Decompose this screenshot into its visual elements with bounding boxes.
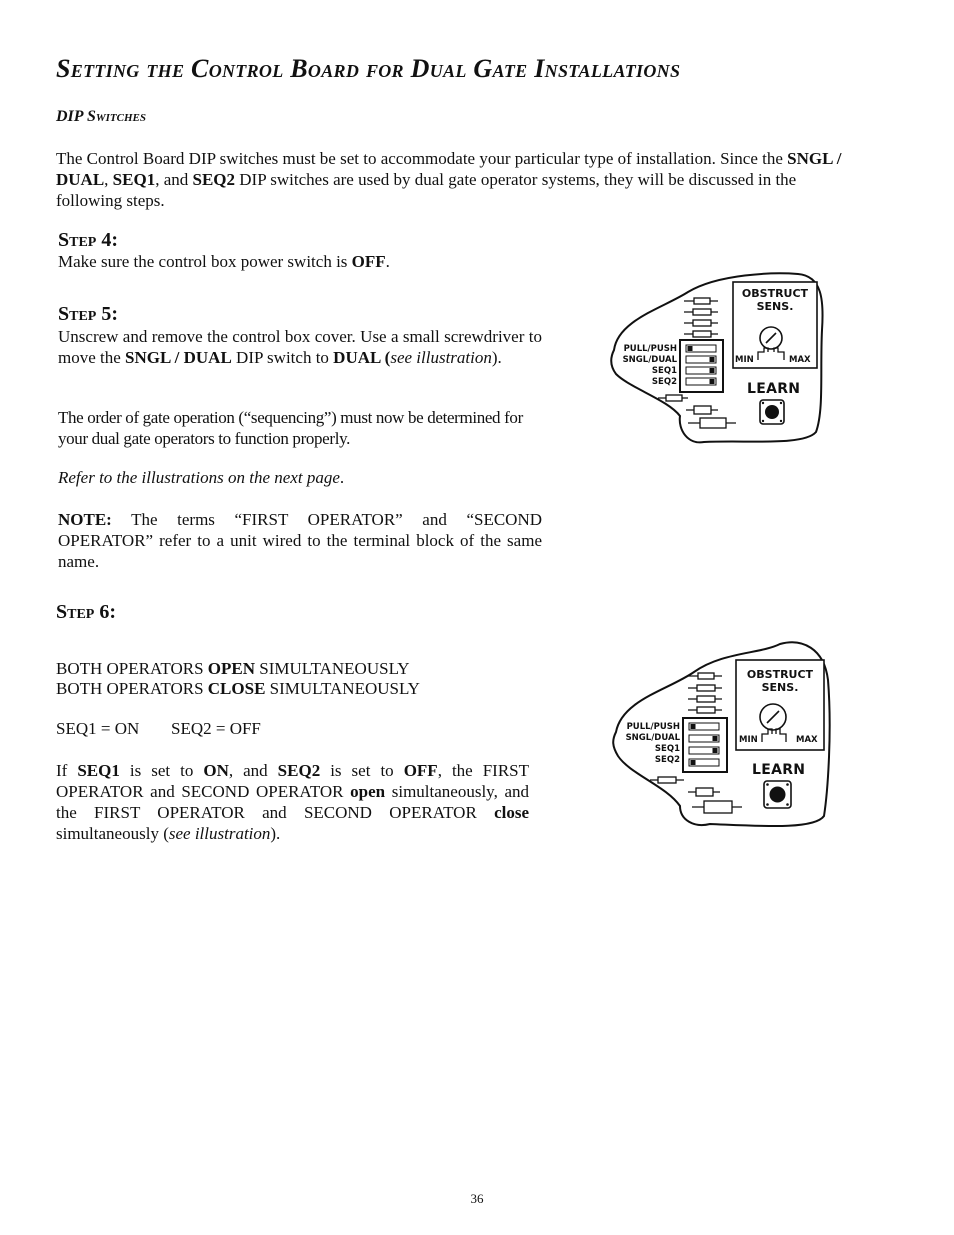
page-title: Setting the Control Board for Dual Gate Installations [56, 54, 681, 83]
step6-heading: Step 6: [56, 601, 117, 623]
min-label: MIN [735, 355, 754, 365]
dip-label-sngl-dual: SNGL/DUAL [625, 733, 680, 743]
step5-reference: Refer to the illustrations on the next page. [58, 468, 345, 487]
control-board-illustration-step6 [610, 640, 832, 830]
max-label: MAX [789, 355, 811, 365]
step5-paragraph-2: The order of gate operation (“sequencing”) must now be determined for your dual gate operators to function properly. [58, 408, 523, 448]
dip-label-seq2: SEQ2 [654, 755, 680, 765]
dip-label-sngl-dual: SNGL/DUAL [622, 355, 677, 365]
learn-label: LEARN [752, 762, 806, 778]
obstruct-sens-label: OBSTRUCT SENS. [746, 668, 814, 694]
dip-label-pull-push: PULL/PUSH [626, 722, 680, 732]
dip-labels [623, 344, 677, 388]
step6-seq1-setting: SEQ1 = ON [56, 719, 140, 738]
max-label: MAX [796, 735, 818, 745]
learn-label: LEARN [747, 381, 801, 397]
dip-labels [626, 722, 680, 766]
dip-label-pull-push: PULL/PUSH [623, 344, 677, 354]
obstruct-sens-label: OBSTRUCT SENS. [741, 287, 809, 313]
step5-paragraph-1: Unscrew and remove the control box cover. Use a small screwdriver to move the SNGL / DUAL DIP switch to DUAL (see illustration). [58, 327, 542, 367]
step5-heading: Step 5: [58, 303, 119, 325]
min-label: MIN [739, 735, 758, 745]
step6-line-close: BOTH OPERATORS CLOSE SIMULTANEOUSLY [56, 679, 420, 698]
step4-text: Make sure the control box power switch is OFF. [58, 252, 390, 271]
page-number: 36 [470, 1191, 484, 1206]
step4-heading: Step 4: [58, 229, 119, 251]
step5-note: NOTE: The terms “FIRST OPERATOR” and “SECOND OPERATOR” refer to a unit wired to the terminal block of the same name. [58, 510, 542, 571]
step6-line-open: BOTH OPERATORS OPEN SIMULTANEOUSLY [56, 659, 410, 678]
dip-label-seq1: SEQ1 [654, 744, 680, 754]
control-board-illustration-step5 [608, 270, 826, 446]
dip-label-seq2: SEQ2 [651, 377, 677, 387]
step6-seq2-setting: SEQ2 = OFF [171, 719, 261, 738]
step6-paragraph: If SEQ1 is set to ON, and SEQ2 is set to OFF, the FIRST OPERATOR and SECOND OPERATOR open simultaneously, and the FIRST OPERATOR and SECOND OPERATOR close simultaneously (see illustration). [56, 761, 530, 843]
intro-paragraph: The Control Board DIP switches must be set to accommodate your particular type of installation. Since the SNGL / DUAL, SEQ1, and SEQ2 DIP switches are used by dual gate operator systems, they will be discussed in the following steps. [56, 149, 842, 210]
section-subheading: DIP Switches [56, 108, 146, 125]
dip-label-seq1: SEQ1 [651, 366, 677, 376]
